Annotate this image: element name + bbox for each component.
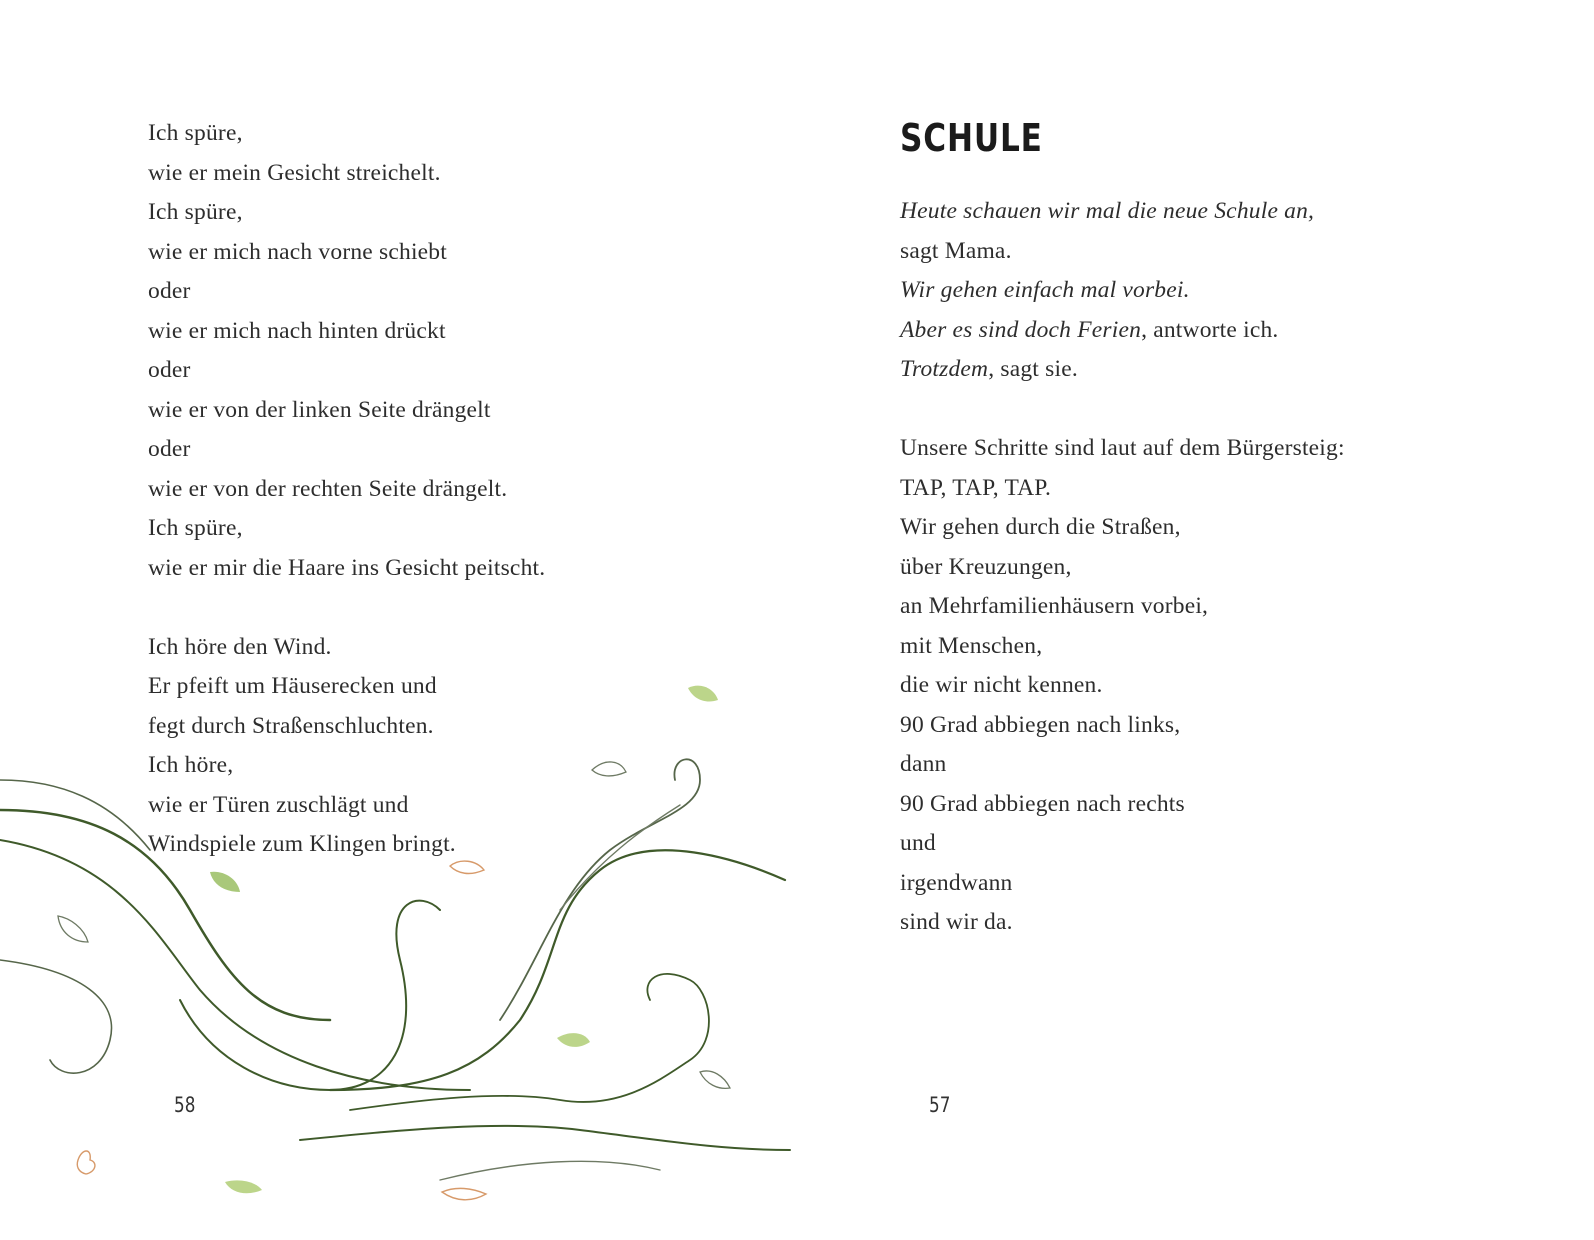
- poem-line: Ich spüre,: [148, 515, 243, 541]
- poem-line: 90 Grad abbiegen nach links,: [900, 711, 1181, 738]
- poem-line: Er pfeift um Häuserecken und: [148, 673, 437, 699]
- right-page: [797, 0, 1594, 1240]
- poem-line: dann: [900, 751, 947, 777]
- poem-line: oder: [148, 357, 191, 383]
- italic-speech: Trotzdem: [900, 356, 989, 382]
- poem-line: irgendwann: [900, 869, 1013, 896]
- page-number-right: 57: [929, 1093, 951, 1117]
- poem-line: Ich höre,: [148, 752, 234, 778]
- poem-right-text: [900, 192, 1345, 943]
- poem-line: wie er von der linken Seite drängelt: [148, 396, 491, 423]
- poem-line: [900, 350, 1345, 390]
- poem-line: Ich spüre,: [148, 199, 243, 225]
- poem-line: über Kreuzungen,: [900, 553, 1072, 580]
- poem-line: oder: [148, 278, 191, 304]
- poem-line: Windspiele zum Klingen bringt.: [148, 831, 456, 857]
- poem-line: oder: [148, 436, 191, 462]
- poem-line: und: [900, 830, 936, 856]
- stanza-break: [900, 390, 1345, 430]
- page-number-left: 58: [174, 1093, 196, 1117]
- poem-line: 90 Grad abbiegen nach rechts: [900, 790, 1185, 817]
- poem-line: wie er mich nach hinten drückt: [148, 317, 446, 344]
- poem-line: Wir gehen einfach mal vorbei.: [900, 277, 1190, 303]
- poem-line: wie er mir die Haare ins Gesicht peitscht.: [148, 554, 546, 581]
- poem-left-text: [148, 114, 545, 865]
- poem-line: fegt durch Straßenschluchten.: [148, 712, 434, 739]
- poem-line: Unsere Schritte sind laut auf dem Bürgersteig:: [900, 435, 1345, 461]
- poem-line: [900, 311, 1345, 351]
- poem-line: wie er mich nach vorne schiebt: [148, 238, 447, 265]
- italic-speech: Aber es sind doch Ferien: [900, 316, 1142, 343]
- poem-line: Heute schauen wir mal die neue Schule an,: [900, 198, 1315, 224]
- poem-line: an Mehrfamilienhäusern vorbei,: [900, 593, 1209, 619]
- poem-line: die wir nicht kennen.: [900, 672, 1103, 698]
- poem-line: Ich höre den Wind.: [148, 633, 332, 660]
- poem-line: Ich spüre,: [148, 120, 243, 146]
- poem-line: sagt Mama.: [900, 237, 1012, 264]
- poem-line: wie er Türen zuschlägt und: [148, 791, 409, 818]
- poem-line: mit Menschen,: [900, 632, 1043, 659]
- poem-line: wie er mein Gesicht streichelt.: [148, 159, 441, 186]
- poem-line-rest: , sagt sie.: [988, 356, 1078, 382]
- poem-line: TAP, TAP, TAP.: [900, 474, 1052, 501]
- poem-line: sind wir da.: [900, 909, 1013, 935]
- poem-line-rest: , antworte ich.: [1141, 316, 1279, 343]
- poem-title: SCHULE: [900, 116, 1043, 160]
- poem-line: Wir gehen durch die Straßen,: [900, 514, 1181, 540]
- poem-line: wie er von der rechten Seite drängelt.: [148, 475, 508, 502]
- stanza-break: [148, 588, 545, 628]
